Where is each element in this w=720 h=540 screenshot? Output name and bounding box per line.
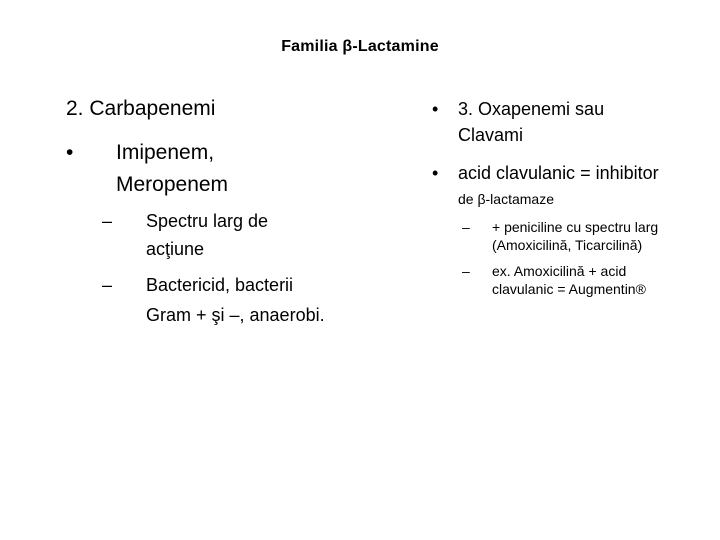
dash-marker: –: [462, 263, 470, 279]
dash-marker: –: [102, 211, 113, 231]
peniciline-line-1: + peniciline cu spectru larg: [492, 219, 659, 235]
oxapenemi-line-2: Clavami: [458, 125, 524, 145]
bullet-marker: •: [432, 163, 439, 183]
peniciline-line-2: (Amoxicilină, Ticarcilină): [492, 237, 643, 253]
clavulanic-line-1: acid clavulanic = inhibitor: [458, 163, 659, 183]
dash-marker: –: [462, 219, 470, 235]
oxapenemi-line-1: 3. Oxapenemi sau: [458, 99, 605, 119]
spectrum-line-2: acţiune: [146, 239, 205, 259]
meropenem-text: Meropenem: [116, 173, 229, 196]
augmentin-line-2: clavulanic = Augmentin®: [492, 281, 646, 297]
augmentin-line-1: ex. Amoxicilină + acid: [492, 263, 627, 279]
spectrum-line-1: Spectru larg de: [146, 211, 269, 231]
bullet-marker: •: [432, 99, 439, 119]
slide-title: Familia β-Lactamine: [281, 38, 439, 55]
bactericid-line-2: Gram + şi –, anaerobi.: [146, 305, 325, 325]
clavulanic-line-2: de β-lactamaze: [458, 191, 554, 207]
dash-marker: –: [102, 275, 113, 295]
bactericid-line-1: Bactericid, bacterii: [146, 275, 294, 295]
bullet-marker: •: [66, 141, 74, 164]
imipenem-text: Imipenem,: [116, 141, 215, 164]
carbapenemi-heading: 2. Carbapenemi: [66, 97, 216, 120]
